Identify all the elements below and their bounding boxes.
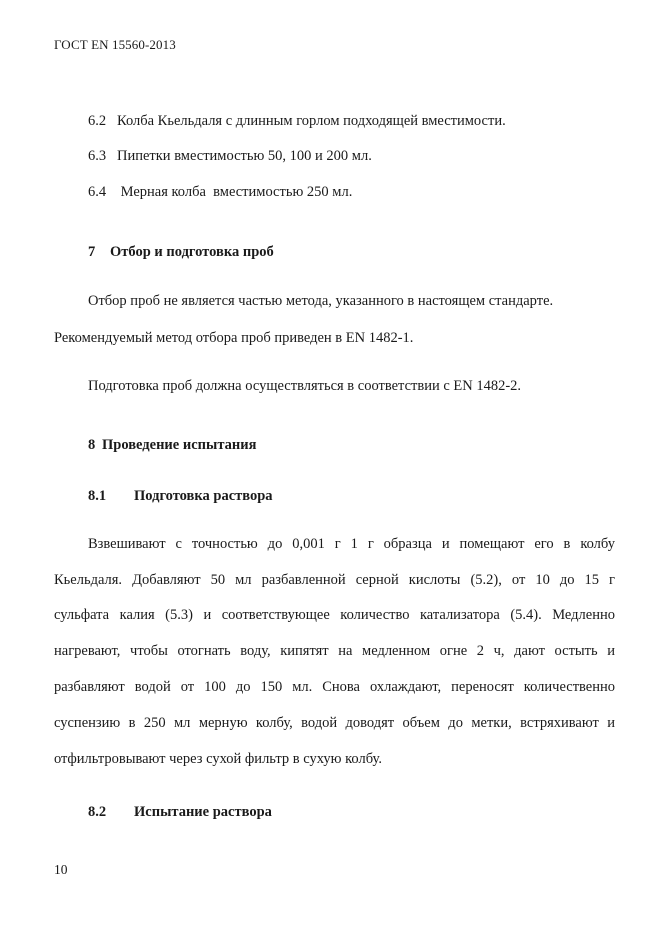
paragraph-line: Отбор проб не является частью метода, указанного в настоящем стандарте.	[88, 293, 554, 309]
paragraph-line: нагревают, чтобы отогнать воду, кипятят на медленном огне 2 ч, дают остыть и	[54, 643, 615, 659]
section-heading-7	[88, 244, 274, 261]
page-number: 10	[54, 862, 68, 877]
section-heading-8-2	[88, 804, 272, 821]
section-heading-8-1	[88, 488, 273, 505]
item-number: 6.2	[88, 113, 107, 129]
paragraph: Подготовка проб должна осуществляться в соответствии с EN 1482-2.	[88, 378, 522, 394]
list-item	[88, 113, 506, 130]
item-text: Колба Кьельдаля с длинным горлом подходящей вместимости.	[117, 113, 506, 129]
section-title: Проведение испытания	[102, 437, 257, 453]
section-heading-8	[88, 437, 256, 454]
paragraph-line: Рекомендуемый метод отбора проб приведен в EN 1482-1.	[54, 330, 414, 346]
section-number: 8.2	[88, 804, 107, 820]
section-number: 8	[88, 437, 96, 453]
section-number: 7	[88, 244, 96, 260]
item-number: 6.3	[88, 148, 107, 164]
paragraph-line: суспензию в 250 мл мерную колбу, водой доводят объем до метки, встряхивают и	[54, 715, 615, 731]
paragraph-line: отфильтровывают через сухой фильтр в сухую колбу.	[54, 751, 382, 767]
list-item	[88, 184, 352, 201]
section-title: Испытание раствора	[134, 804, 272, 820]
item-text: Пипетки вместимостью 50, 100 и 200 мл.	[117, 148, 372, 164]
paragraph-line: сульфата калия (5.3) и соответствующее количество катализатора (5.4). Медленно	[54, 607, 615, 623]
page-header: ГОСТ EN 15560-2013	[54, 37, 176, 52]
section-title: Подготовка раствора	[134, 488, 273, 504]
list-item	[88, 148, 372, 165]
paragraph-line: Взвешивают с точностью до 0,001 г 1 г образца и помещают его в колбу	[88, 536, 615, 552]
item-number: 6.4	[88, 184, 107, 200]
paragraph-line: разбавляют водой от 100 до 150 мл. Снова охлаждают, переносят количественно	[54, 679, 615, 695]
paragraph-line: Кьельдаля. Добавляют 50 мл разбавленной серной кислоты (5.2), от 10 до 15 г	[54, 572, 615, 588]
item-text: Мерная колба вместимостью 250 мл.	[117, 184, 353, 200]
section-title: Отбор и подготовка проб	[110, 244, 274, 260]
section-number: 8.1	[88, 488, 107, 504]
